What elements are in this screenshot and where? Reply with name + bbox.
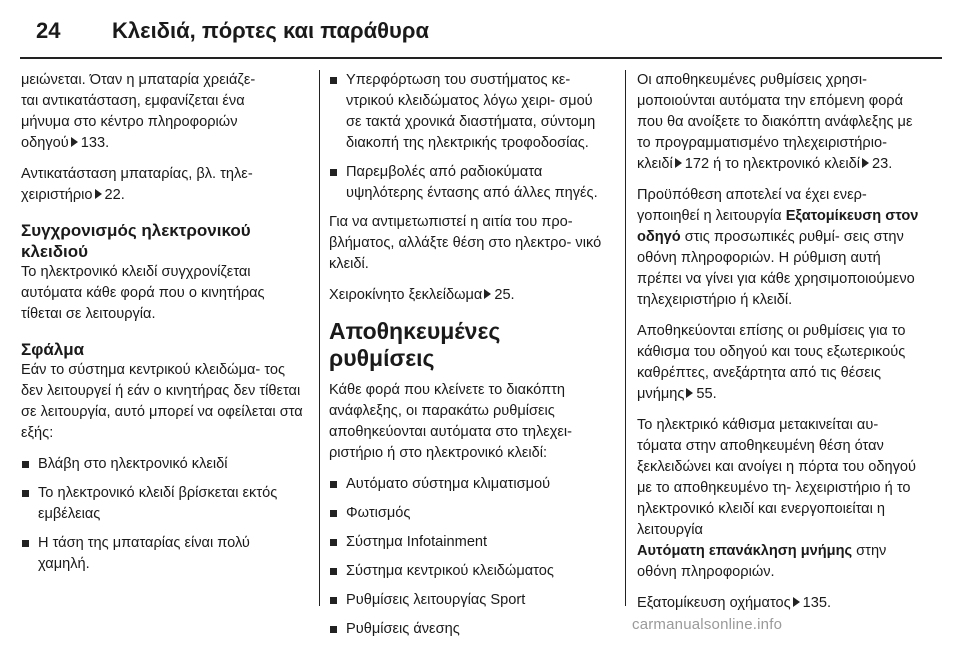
seat-recall-paragraph: Το ηλεκτρικό κάθισμα μετακινείται αυ- τόματα στην αποθηκευμένη θέση όταν ξεκλειδώνει και ανοίγει η πόρτα του οδηγού με το αποθηκευμένο τη- λεχειριστήριο ή το ηλεκτρονικό κλειδί και ενεργοποιείται η λειτουργία Αυτόματη επανάκληση μνήμης στην οθόνη πληροφοριών.	[637, 417, 917, 580]
page-ref-arrow-icon	[675, 158, 682, 168]
manual-unlock-paragraph: Χειροκίνητο ξεκλείδωμα 25.	[329, 287, 515, 303]
list-item: Αυτόματο σύστημα κλιματισμού	[329, 474, 609, 495]
battery-replace-paragraph: Αντικατάσταση μπαταρίας, βλ. τηλε- χειριστήριο 22.	[21, 166, 253, 203]
page-ref-link[interactable]: 172 ή το ηλεκτρονικό κλειδί	[684, 156, 860, 172]
sync-paragraph: Το ηλεκτρονικό κλειδί συγχρονίζεται αυτόματα κάθε φορά που ο κινητήρας τίθεται σε λειτουργία.	[21, 264, 265, 322]
list-item: Το ηλεκτρονικό κλειδί βρίσκεται εκτός εμβέλειας	[21, 483, 304, 525]
bullet-square-icon	[330, 169, 337, 176]
page-number: 24	[36, 18, 61, 43]
page-ref-link[interactable]: 23.	[871, 156, 893, 172]
bullet-square-icon	[330, 481, 337, 488]
page-ref-arrow-icon	[71, 137, 78, 147]
page-ref-link[interactable]: 55.	[696, 386, 717, 402]
page-ref-arrow-icon	[862, 158, 869, 168]
heading-sync: Συγχρονισμός ηλεκτρονικού κλειδιού	[21, 221, 251, 261]
column-divider-1	[319, 70, 320, 606]
page-ref-arrow-icon	[793, 597, 800, 607]
page-ref-link[interactable]: 25.	[494, 287, 515, 303]
bullet-square-icon	[330, 597, 337, 604]
heading-memory: Αποθηκευμένες ρυθμίσεις	[329, 318, 501, 371]
column-middle	[329, 70, 609, 648]
memory-use-paragraph: Οι αποθηκευμένες ρυθμίσεις χρησι- μοποιούνται αυτόματα την επόμενη φορά που θα ανοίξετε το διακόπτη ανάφλεξης με το προγραμματισμένο τηλεχειριστήριο- κλειδί 172 ή το ηλεκτρονικό κλειδί 23.	[637, 72, 913, 172]
battery-paragraph: μειώνεται. Όταν η μπαταρία χρειάζε- ται αντικατάσταση, εμφανίζεται ένα μήνυμα στο κέντρο πληροφοριών οδηγού 133.	[21, 72, 256, 151]
precondition-paragraph: Προϋπόθεση αποτελεί να έχει ενερ- γοποιηθεί η λειτουργία Εξατομίκευση στον οδηγό στις προσωπικές ρυθμί- σεις στην οθόνη πληροφοριών. Η ρύθμιση αυτή πρέπει να γίνει για κάθε χρησιμοποιούμενο τηλεχειριστήριο ή κλειδί.	[637, 187, 919, 308]
personalization-paragraph: Εξατομίκευση οχήματος 135.	[637, 595, 832, 611]
fix-paragraph: Για να αντιμετωπιστεί η αιτία του προ- βλήματος, αλλάξτε θέση στο ηλεκτρο- νικό κλειδί.	[329, 214, 602, 272]
list-item: Η τάση της μπαταρίας είναι πολύ χαμηλή.	[21, 533, 304, 575]
list-item: Ρυθμίσεις λειτουργίας Sport	[329, 590, 609, 611]
seat-mirror-paragraph: Αποθηκεύονται επίσης οι ρυθμίσεις για το κάθισμα του οδηγού και τους εξωτερικούς καθρέπτες, ανεξάρτητα από τις θέσεις μνήμης 55.	[637, 323, 906, 402]
bullet-square-icon	[22, 490, 29, 497]
bullet-square-icon	[330, 510, 337, 517]
bullet-square-icon	[22, 461, 29, 468]
heading-error: Σφάλμα	[21, 340, 85, 359]
list-item: Υπερφόρτωση του συστήματος κε- ντρικού κλειδώματος λόγω χειρι- σμού σε τακτά χρονικά διαστήματα, σύντομη διακοπή της ηλεκτρικής τροφοδοσίας.	[329, 70, 609, 154]
memory-paragraph: Κάθε φορά που κλείνετε το διακόπτη ανάφλεξης, οι παρακάτω ρυθμίσεις αποθηκεύονται αυτόματα στο τηλεχει- ριστήριο ή στο ηλεκτρονικό κλειδί:	[329, 382, 573, 461]
list-item: Ρυθμίσεις άνεσης	[329, 619, 609, 640]
list-item: Παρεμβολές από ραδιοκύματα υψηλότερης έντασης από άλλες πηγές.	[329, 162, 609, 204]
column-left	[21, 70, 304, 583]
error-paragraph: Εάν το σύστημα κεντρικού κλειδώμα- τος δεν λειτουργεί ή εάν ο κινητήρας δεν τίθεται σε λειτουργία, αυτό μπορεί να οφείλεται στα εξής:	[21, 362, 303, 441]
list-item: Σύστημα κεντρικού κλειδώματος	[329, 561, 609, 582]
bullet-square-icon	[330, 539, 337, 546]
list-item: Φωτισμός	[329, 503, 609, 524]
setting-name: Εξατομίκευση στον οδηγό	[637, 208, 919, 245]
page-ref-link[interactable]: 133.	[80, 135, 110, 151]
list-item: Βλάβη στο ηλεκτρονικό κλειδί	[21, 454, 304, 475]
page-ref-link[interactable]: 135.	[802, 595, 832, 611]
page-ref-link[interactable]: 22.	[104, 187, 125, 203]
setting-name: Αυτόματη επανάκληση μνήμης	[637, 543, 853, 559]
watermark: carmanualsonline.info	[632, 616, 783, 633]
list-item: Σύστημα Infotainment	[329, 532, 609, 553]
column-divider-2	[625, 70, 626, 606]
page-ref-arrow-icon	[95, 189, 102, 199]
bullet-square-icon	[330, 77, 337, 84]
page-ref-arrow-icon	[484, 289, 491, 299]
column-right	[637, 70, 920, 624]
bullet-square-icon	[330, 568, 337, 575]
page-header	[0, 0, 960, 58]
bullet-square-icon	[330, 626, 337, 633]
bullet-square-icon	[22, 540, 29, 547]
page-title: Κλειδιά, πόρτες και παράθυρα	[112, 18, 429, 43]
header-divider	[20, 57, 942, 59]
page-ref-arrow-icon	[686, 388, 693, 398]
